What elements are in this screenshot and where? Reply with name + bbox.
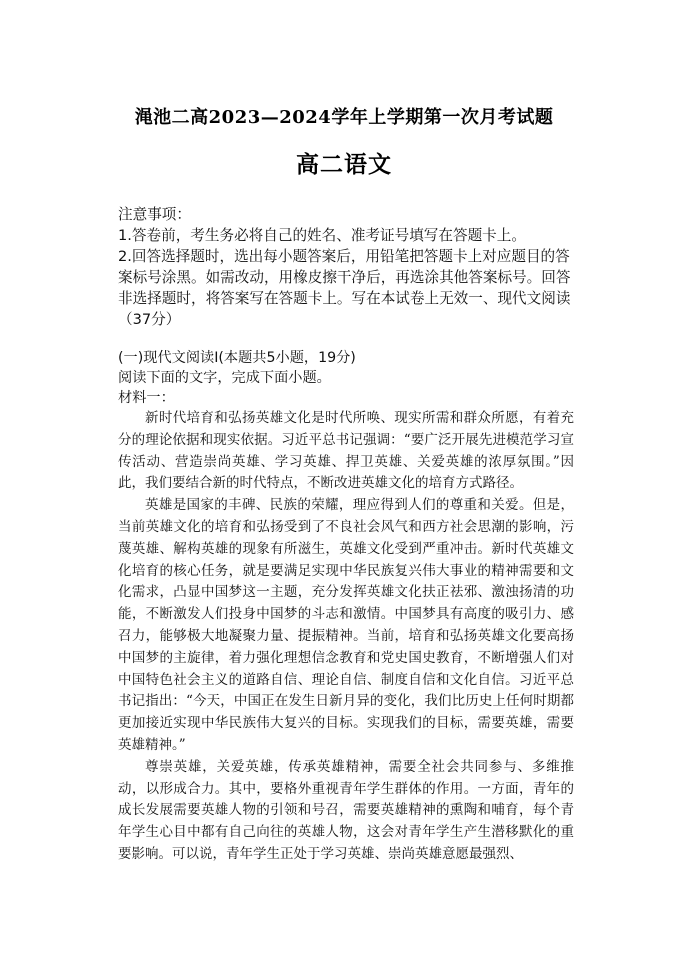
section-instruction: 阅读下面的文字，完成下面小题。 (118, 370, 331, 386)
paragraph-1: 新时代培育和弘扬英雄文化是时代所唤、现实所需和群众所愿，有着充分的理论依据和现实依据。习近平总书记强调：“要广泛开展先进模范学习宣传活动、营造崇尚英雄、学习英雄、捍卫英雄、关爱英雄的浓厚氛围。”因此，我们要结合新的时代特点，不断改进英雄文化的培育方式路径。 (118, 410, 574, 492)
exam-title: 渑池二高2023—2024学年上学期第一次月考试题 (134, 107, 554, 128)
material-label: 材料一： (118, 390, 175, 406)
section-title: (一)现代文阅读I(本题共5小题，19分) (118, 350, 356, 366)
notice-item-1: 1.答卷前，考生务必将自己的姓名、准考证号填写在答题卡上。 (118, 227, 526, 244)
notice-item-2: 2.回答选择题时，选出每小题答案后，用铅笔把答题卡上对应题目的答案标号涂黑。如需改动，用橡皮擦干净后，再选涂其他答案标号。回答非选择题时，将答案写在答题卡上。写在本试卷上无效一、现代文阅读（37分） (118, 248, 571, 328)
paragraph-3: 尊崇英雄，关爱英雄，传承英雄精神，需要全社会共同参与、多维推动，以形成合力。其中，要格外重视青年学生群体的作用。一方面，青年的成长发展需要英雄人物的引领和号召，需要英雄精神的熏陶和哺育，每个青年学生心目中都有自己向往的英雄人物，这会对青年学生产生潜移默化的重要影响。可以说，青年学生正处于学习英雄、崇尚英雄意愿最强烈、 (118, 758, 574, 862)
subject-title: 高二语文 (296, 151, 392, 178)
notice-heading: 注意事项： (118, 206, 191, 223)
reading-passage (118, 408, 574, 866)
notice-items (118, 225, 578, 330)
paragraph-2: 英雄是国家的丰碑、民族的荣耀，理应得到人们的尊重和关爱。但是，当前英雄文化的培育和弘扬受到了不良社会风气和西方社会思潮的影响，污蔑英雄、解构英雄的现象有所滋生，英雄文化受到严重冲击。新时代英雄文化培育的核心任务，就是要满足实现中华民族复兴伟大事业的精神需要和文化需求，凸显中国梦这一主题，充分发挥英雄文化扶正祛邪、激浊扬清的功能，不断激发人们投身中国梦的斗志和激情。中国梦具有高度的吸引力、感召力，能够极大地凝聚力量、提振精神。当前，培育和弘扬英雄文化要高扬中国梦的主旋律，着力强化理想信念教育和党史国史教育，不断增强人们对中国特色社会主义的道路自信、理论自信、制度自信和文化自信。习近平总书记指出：“今天，中国正在发生日新月异的变化，我们比历史上任何时期都更加接近实现中华民族伟大复兴的目标。实现我们的目标，需要英雄，需要英雄精神。” (118, 497, 574, 753)
